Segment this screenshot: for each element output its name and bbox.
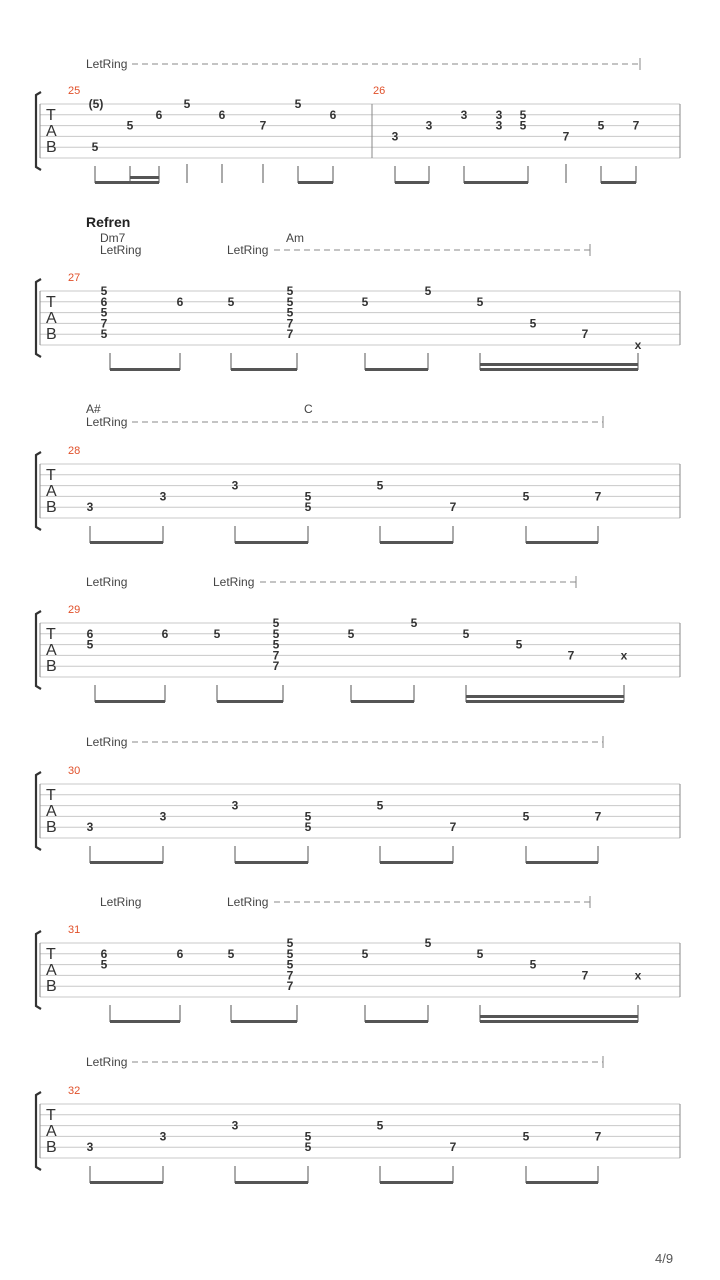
fret-number: 6 xyxy=(86,626,94,641)
fret-number: 6 xyxy=(218,107,226,122)
note-beam xyxy=(464,181,528,184)
fret-number: 5 xyxy=(100,327,108,342)
tab-clef-letter: B xyxy=(46,1139,57,1156)
fret-number: 5 xyxy=(361,294,369,309)
note-beam xyxy=(380,541,453,544)
note-beam xyxy=(235,541,308,544)
note-beam xyxy=(466,695,624,698)
fret-number: 5 xyxy=(515,637,523,652)
page-number: 4/9 xyxy=(655,1251,674,1266)
fret-number: 3 xyxy=(231,798,239,813)
tab-clef-letter: B xyxy=(46,326,57,343)
fret-number: 5 xyxy=(522,809,530,824)
fret-number: 3 xyxy=(159,809,167,824)
fret-number: 6 xyxy=(176,294,184,309)
note-beam xyxy=(235,1181,308,1184)
measure-number: 27 xyxy=(68,272,81,284)
note-beam xyxy=(130,181,159,184)
tab-clef-letter: T xyxy=(46,107,56,124)
fret-number: 3 xyxy=(159,1129,167,1144)
chord-name: A# xyxy=(86,402,101,416)
fret-number: 7 xyxy=(286,979,294,994)
tab-clef-letter: A xyxy=(46,962,57,979)
fret-number: 5 xyxy=(347,626,355,641)
note-beam xyxy=(365,368,428,371)
fret-number: 5 xyxy=(304,809,312,824)
tab-clef-letter: B xyxy=(46,819,57,836)
let-ring-label: LetRing xyxy=(100,895,142,909)
let-ring-label: LetRing xyxy=(227,243,269,257)
fret-number: 5 xyxy=(410,616,418,630)
fret-number: 5 xyxy=(519,107,527,122)
measure-number: 32 xyxy=(68,1085,81,1097)
fret-number: 5 xyxy=(86,637,94,652)
fret-number: 7 xyxy=(562,129,570,144)
note-beam xyxy=(95,700,165,703)
fret-number: 7 xyxy=(449,820,457,835)
tab-clef-letter: T xyxy=(46,294,56,311)
fret-number: 5 xyxy=(376,478,384,493)
measure-number: 25 xyxy=(68,85,81,97)
tab-clef-letter: T xyxy=(46,626,56,643)
let-ring-label: LetRing xyxy=(227,895,269,909)
fret-number: 3 xyxy=(495,107,503,122)
fret-number: 5 xyxy=(519,118,527,133)
fret-number: 5 xyxy=(597,118,605,133)
note-beam xyxy=(526,861,598,864)
measure-number: 28 xyxy=(68,445,81,457)
fret-number: 5 xyxy=(424,284,432,298)
note-beam xyxy=(526,541,598,544)
fret-number: 5 xyxy=(286,936,294,950)
note-beam xyxy=(110,368,180,371)
fret-number: 5 xyxy=(286,284,294,298)
fret-number: 5 xyxy=(286,957,294,972)
tab-clef-letter: A xyxy=(46,310,57,327)
fret-number: 5 xyxy=(100,284,108,298)
fret-number: 7 xyxy=(594,489,602,504)
fret-number: 5 xyxy=(304,500,312,515)
note-beam xyxy=(480,1015,638,1018)
fret-number: 7 xyxy=(581,327,589,342)
fret-number: 5 xyxy=(91,140,99,155)
fret-number: 5 xyxy=(227,946,235,961)
fret-number: 3 xyxy=(86,500,94,515)
measure-number: 30 xyxy=(68,765,81,777)
note-beam xyxy=(231,1020,297,1023)
note-beam xyxy=(298,181,333,184)
fret-number: 3 xyxy=(391,129,399,144)
fret-number: x xyxy=(620,648,628,663)
fret-number: x xyxy=(634,338,642,352)
tab-clef-letter: B xyxy=(46,139,57,156)
tab-clef-letter: T xyxy=(46,467,56,484)
fret-number: 7 xyxy=(286,968,294,983)
fret-number: 5 xyxy=(304,1140,312,1155)
fret-number: 5 xyxy=(183,97,191,111)
fret-number: 5 xyxy=(126,118,134,133)
fret-number: (5) xyxy=(88,97,104,111)
tab-clef-letter: A xyxy=(46,123,57,140)
let-ring-label: LetRing xyxy=(86,1055,128,1069)
note-beam xyxy=(351,700,414,703)
fret-number: 5 xyxy=(529,316,537,331)
fret-number: 5 xyxy=(304,489,312,504)
fret-number: 5 xyxy=(272,616,280,630)
fret-number: 3 xyxy=(86,820,94,835)
fret-number: 5 xyxy=(304,1129,312,1144)
fret-number: 5 xyxy=(286,305,294,320)
fret-number: 6 xyxy=(100,294,108,309)
fret-number: 3 xyxy=(231,478,239,493)
fret-number: 7 xyxy=(100,316,108,331)
chord-name: C xyxy=(304,402,313,416)
fret-number: 5 xyxy=(376,798,384,813)
fret-number: 5 xyxy=(529,957,537,972)
fret-number: 7 xyxy=(286,316,294,331)
fret-number: 7 xyxy=(272,659,280,674)
note-beam xyxy=(130,176,159,179)
let-ring-label: LetRing xyxy=(100,243,142,257)
tab-clef-letter: B xyxy=(46,658,57,675)
fret-number: 5 xyxy=(100,957,108,972)
fret-number: 6 xyxy=(176,946,184,961)
fret-number: 6 xyxy=(329,107,337,122)
fret-number: 5 xyxy=(476,294,484,309)
note-beam xyxy=(380,861,453,864)
fret-number: 5 xyxy=(294,97,302,111)
note-beam xyxy=(480,363,638,366)
note-beam xyxy=(231,368,297,371)
chord-name: Am xyxy=(286,231,304,245)
note-beam xyxy=(110,1020,180,1023)
fret-number: 5 xyxy=(522,489,530,504)
tab-clef-letter: T xyxy=(46,787,56,804)
fret-number: 5 xyxy=(272,637,280,652)
fret-number: 3 xyxy=(425,118,433,133)
tab-clef-letter: T xyxy=(46,1107,56,1124)
tab-clef-letter: T xyxy=(46,946,56,963)
fret-number: 5 xyxy=(361,946,369,961)
fret-number: 5 xyxy=(286,946,294,961)
fret-number: 7 xyxy=(567,648,575,663)
fret-number: 7 xyxy=(632,118,640,133)
tab-clef-letter: B xyxy=(46,499,57,516)
note-beam xyxy=(601,181,636,184)
let-ring-label: LetRing xyxy=(86,575,128,589)
fret-number: 5 xyxy=(286,294,294,309)
fret-number: 3 xyxy=(460,107,468,122)
tab-clef-letter: A xyxy=(46,1123,57,1140)
let-ring-label: LetRing xyxy=(86,57,128,71)
note-beam xyxy=(90,1181,163,1184)
fret-number: 7 xyxy=(449,1140,457,1155)
fret-number: 5 xyxy=(424,936,432,950)
fret-number: 5 xyxy=(213,626,221,641)
fret-number: 5 xyxy=(304,820,312,835)
measure-number: 31 xyxy=(68,924,81,936)
tab-clef-letter: B xyxy=(46,978,57,995)
fret-number: 6 xyxy=(155,107,163,122)
fret-number: 5 xyxy=(227,294,235,309)
measure-number: 29 xyxy=(68,604,81,616)
fret-number: 3 xyxy=(86,1140,94,1155)
note-beam xyxy=(90,541,163,544)
fret-number: 3 xyxy=(495,118,503,133)
note-beam xyxy=(235,861,308,864)
note-beam xyxy=(466,700,624,703)
fret-number: 6 xyxy=(161,626,169,641)
fret-number: 7 xyxy=(286,327,294,342)
fret-number: 7 xyxy=(581,968,589,983)
tab-clef-letter: A xyxy=(46,803,57,820)
note-beam xyxy=(217,700,283,703)
fret-number: 7 xyxy=(259,118,267,133)
note-beam xyxy=(365,1020,428,1023)
note-beam xyxy=(90,861,163,864)
fret-number: 5 xyxy=(376,1118,384,1133)
fret-number: 7 xyxy=(594,1129,602,1144)
fret-number: 5 xyxy=(462,626,470,641)
let-ring-label: LetRing xyxy=(86,415,128,429)
fret-number: 6 xyxy=(100,946,108,961)
chord-name: Dm7 xyxy=(100,231,126,245)
note-beam xyxy=(480,1020,638,1023)
fret-number: x xyxy=(634,968,642,983)
tab-clef-letter: A xyxy=(46,642,57,659)
let-ring-label: LetRing xyxy=(86,735,128,749)
fret-number: 7 xyxy=(594,809,602,824)
note-beam xyxy=(395,181,429,184)
fret-number: 3 xyxy=(231,1118,239,1133)
section-title: Refren xyxy=(86,214,131,230)
fret-number: 5 xyxy=(522,1129,530,1144)
fret-number: 3 xyxy=(159,489,167,504)
tab-clef-letter: A xyxy=(46,483,57,500)
measure-number: 26 xyxy=(373,85,386,97)
note-beam xyxy=(380,1181,453,1184)
fret-number: 5 xyxy=(272,626,280,641)
fret-number: 7 xyxy=(449,500,457,515)
let-ring-label: LetRing xyxy=(213,575,255,589)
note-beam xyxy=(526,1181,598,1184)
fret-number: 7 xyxy=(272,648,280,663)
note-beam xyxy=(480,368,638,371)
fret-number: 5 xyxy=(476,946,484,961)
fret-number: 5 xyxy=(100,305,108,320)
